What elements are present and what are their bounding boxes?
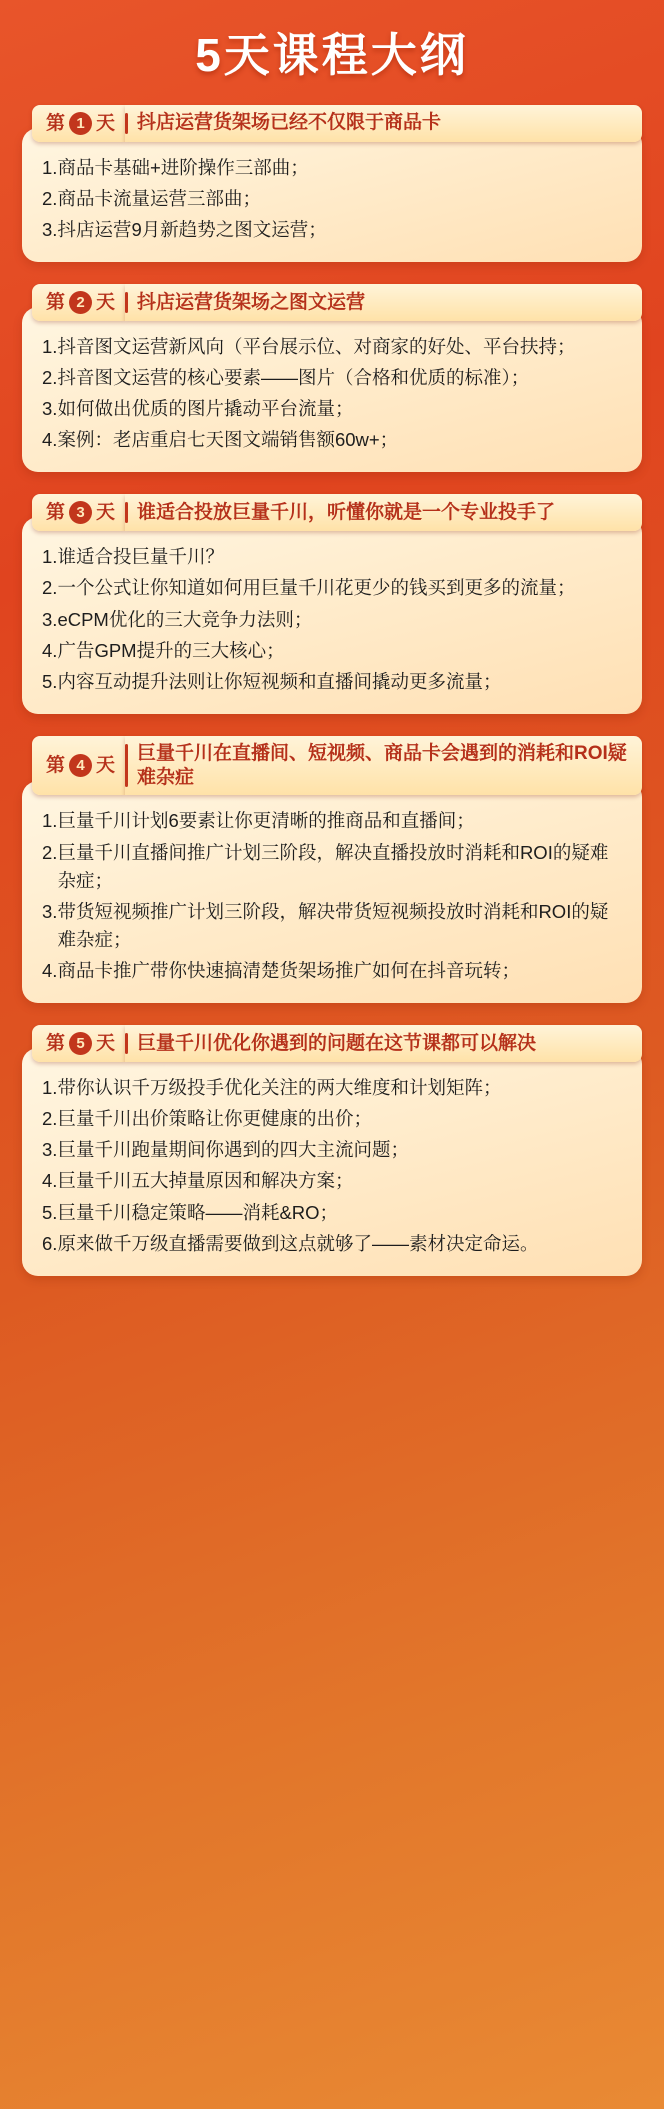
list-item — [42, 1105, 622, 1133]
list-item — [42, 1167, 622, 1195]
list-item — [42, 364, 622, 392]
day-header-4 — [32, 736, 642, 796]
list-item-text: 商品卡推广带你快速搞清楚货架场推广如何在抖音玩转； — [57, 959, 520, 981]
list-item — [42, 216, 622, 244]
list-item — [42, 839, 622, 895]
list-item-text: 巨量千川稳定策略——消耗&RO； — [57, 1201, 339, 1223]
list-item — [42, 543, 622, 571]
list-item-index: 2. — [42, 1108, 58, 1130]
day-title-text-5: 巨量千川优化你遇到的问题在这节课都可以解决 — [137, 1032, 537, 1054]
day-number-5: 5 — [69, 1032, 92, 1055]
list-item-index: 2. — [42, 577, 58, 599]
list-item — [42, 426, 622, 454]
list-item — [42, 1199, 622, 1227]
list-item-text: 巨量千川五大掉量原因和解决方案； — [57, 1170, 354, 1192]
list-item — [42, 898, 622, 954]
day-prefix-label-1: 第 — [46, 112, 66, 134]
list-item-text: 巨量千川出价策略让你更健康的出价； — [57, 1108, 372, 1130]
day-title-text-2: 抖店运营货架场之图文运营 — [137, 291, 366, 313]
list-item — [42, 668, 622, 696]
day-title-1 — [125, 105, 642, 142]
list-item-text: 谁适合投巨量千川？ — [57, 546, 224, 568]
list-item-index: 6. — [42, 1232, 58, 1254]
day-block-4 — [22, 736, 642, 1003]
list-item-index: 2. — [42, 367, 58, 389]
list-item-index: 2. — [42, 187, 58, 209]
day-suffix-label-4: 天 — [96, 755, 116, 777]
day-suffix-label-2: 天 — [96, 291, 116, 313]
day-suffix-label-5: 天 — [96, 1033, 116, 1055]
day-tag-5 — [32, 1025, 125, 1062]
day-number-3: 3 — [69, 501, 92, 524]
list-item — [42, 574, 622, 602]
day-block-2 — [22, 284, 642, 472]
list-item-text: 带货短视频推广计划三阶段，解决带货短视频投放时消耗和ROI的疑难杂症； — [57, 900, 609, 950]
day-header-1 — [32, 105, 642, 142]
day-title-text-3: 谁适合投放巨量千川，听懂你就是一个专业投手了 — [137, 501, 556, 523]
day-prefix-label-5: 第 — [46, 1033, 66, 1055]
day-suffix-label-3: 天 — [96, 502, 116, 524]
day-number-2: 2 — [69, 291, 92, 314]
day-number-1: 1 — [69, 112, 92, 135]
list-item — [42, 606, 622, 634]
day-tag-2 — [32, 284, 125, 321]
list-item-index: 3. — [42, 608, 58, 630]
list-item-text: eCPM优化的三大竞争力法则； — [57, 608, 313, 630]
list-item-text: 抖音图文运营的核心要素——图片（合格和优质的标准）； — [57, 367, 530, 389]
list-item-text: 内容互动提升法则让你短视频和直播间撬动更多流量； — [57, 670, 502, 692]
list-item-text: 如何做出优质的图片撬动平台流量； — [57, 398, 354, 420]
day-block-3 — [22, 494, 642, 714]
day-prefix-label-2: 第 — [46, 291, 66, 313]
list-item-text: 商品卡基础+进阶操作三部曲； — [57, 156, 309, 178]
day-title-text-1: 抖店运营货架场已经不仅限于商品卡 — [137, 112, 442, 134]
list-item — [42, 1230, 622, 1258]
list-item — [42, 395, 622, 423]
list-item-index: 4. — [42, 639, 58, 661]
list-item-text: 巨量千川跑量期间你遇到的四大主流问题； — [57, 1139, 409, 1161]
list-item — [42, 154, 622, 182]
list-item-text: 巨量千川计划6要素让你更清晰的推商品和直播间； — [57, 810, 475, 832]
list-item-text: 一个公式让你知道如何用巨量千川花更少的钱买到更多的流量； — [57, 577, 576, 599]
list-item — [42, 1136, 622, 1164]
day-prefix-label-3: 第 — [46, 502, 66, 524]
list-item-index: 3. — [42, 398, 58, 420]
list-item-index: 1. — [42, 1077, 58, 1099]
list-item-index: 1. — [42, 810, 58, 832]
list-item — [42, 807, 622, 835]
list-item-index: 4. — [42, 959, 58, 981]
page-title: 5天课程大纲 — [195, 29, 469, 81]
list-item — [42, 957, 622, 985]
day-block-5 — [22, 1025, 642, 1276]
day-header-5 — [32, 1025, 642, 1062]
day-suffix-label-1: 天 — [96, 112, 116, 134]
list-item-index: 3. — [42, 1139, 58, 1161]
list-item-index: 1. — [42, 335, 58, 357]
day-body-4 — [22, 781, 642, 1003]
list-item-index: 1. — [42, 156, 58, 178]
list-item-index: 3. — [42, 900, 58, 922]
list-item-text: 商品卡流量运营三部曲； — [57, 187, 261, 209]
list-item — [42, 1074, 622, 1102]
day-body-3 — [22, 517, 642, 714]
day-title-4 — [125, 736, 642, 796]
day-tag-1 — [32, 105, 125, 142]
day-title-2 — [125, 284, 642, 321]
list-item-text: 抖店运营9月新趋势之图文运营； — [57, 218, 327, 240]
list-item — [42, 637, 622, 665]
day-body-2 — [22, 307, 642, 472]
day-tag-4 — [32, 736, 125, 796]
day-body-5 — [22, 1048, 642, 1276]
day-title-5 — [125, 1025, 642, 1062]
day-header-2 — [32, 284, 642, 321]
list-item-index: 4. — [42, 1170, 58, 1192]
list-item-text: 抖音图文运营新风向（平台展示位、对商家的好处、平台扶持； — [57, 335, 576, 357]
day-tag-3 — [32, 494, 125, 531]
day-prefix-label-4: 第 — [46, 755, 66, 777]
day-body-1 — [22, 128, 642, 262]
list-item-text: 案例：老店重启七天图文端销售额60w+； — [57, 429, 399, 451]
day-block-1 — [22, 105, 642, 262]
list-item-text: 巨量千川直播间推广计划三阶段，解决直播投放时消耗和ROI的疑难杂症； — [57, 841, 609, 891]
list-item-text: 带你认识千万级投手优化关注的两大维度和计划矩阵； — [57, 1077, 502, 1099]
list-item-index: 4. — [42, 429, 58, 451]
day-title-text-4: 巨量千川在直播间、短视频、商品卡会遇到的消耗和ROI疑难杂症 — [137, 742, 627, 788]
list-item-index: 5. — [42, 670, 58, 692]
list-item-index: 3. — [42, 218, 58, 240]
list-item — [42, 333, 622, 361]
list-item-text: 广告GPM提升的三大核心； — [57, 639, 285, 661]
list-item-index: 1. — [42, 546, 58, 568]
day-number-4: 4 — [69, 754, 92, 777]
list-item — [42, 185, 622, 213]
day-title-3 — [125, 494, 642, 531]
page-title-wrap — [22, 0, 642, 105]
day-header-3 — [32, 494, 642, 531]
list-item-index: 5. — [42, 1201, 58, 1223]
list-item-text: 原来做千万级直播需要做到这点就够了——素材决定命运。 — [57, 1232, 539, 1254]
list-item-index: 2. — [42, 841, 58, 863]
